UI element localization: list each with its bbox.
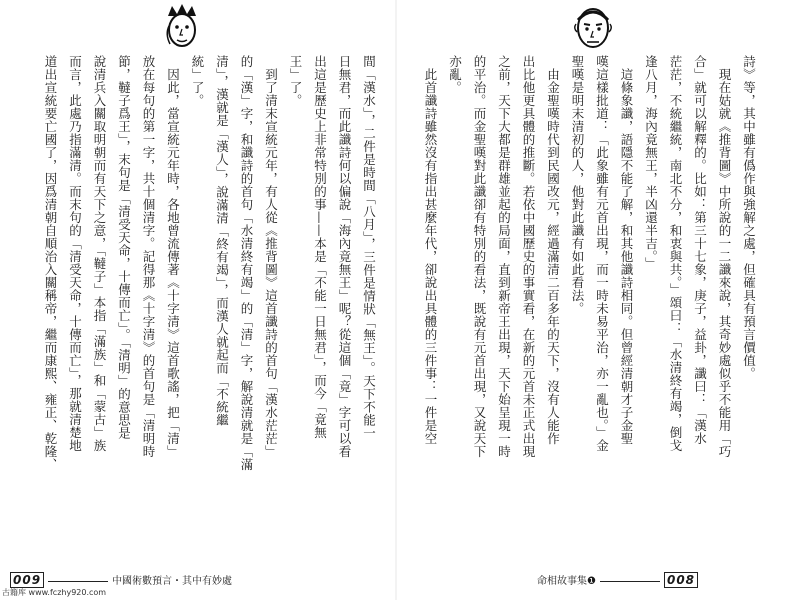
text-column: 說清兵入關取明朝而有天下之意，「韃子」本指「滿族」和「蒙古」族 bbox=[92, 55, 107, 452]
text-column: 間「漢水」，二件是時間「八月」，三件是情狀「無王」。天下不能一 bbox=[361, 55, 377, 440]
page-number: 009 bbox=[10, 572, 44, 588]
text-column: 出比他更具體的推斷。若依中國歷史的事實看，在新的元首未正式出現 bbox=[521, 55, 536, 458]
text-column: 到了清末宣統元年，有人從《推背圖》這首讖詩的首句「漢水茫茫」 bbox=[263, 55, 279, 458]
volume-mark: ❶ bbox=[587, 576, 596, 587]
left-footer bbox=[10, 572, 232, 588]
site-watermark: 古籍库 www.fczhy920.com bbox=[2, 588, 107, 597]
text-column: 此首讖詩雖然沒有指出甚麼年代，卻說出具體的三件事：一件是空 bbox=[423, 55, 438, 445]
page-number: 008 bbox=[664, 572, 698, 588]
text-column: 王」了。 bbox=[288, 55, 303, 107]
text-column: 亦亂。 bbox=[447, 55, 463, 94]
right-footer bbox=[537, 572, 698, 588]
text-column: 統」了。 bbox=[190, 55, 205, 107]
text-column: 節，韃子爲王」，末句是「清受天命，十傳而亡」。「清明」的意思是 bbox=[116, 55, 132, 440]
crowned-face-icon bbox=[158, 2, 206, 50]
text-column: 詩》等，其中雖有僞作與強解之處，但確具有預言價值。 bbox=[741, 55, 757, 380]
divider bbox=[48, 581, 108, 582]
divider bbox=[600, 581, 660, 582]
text-column: 的平治。而金聖嘆對此讖卻有特別的看法，既說有元首出現，又說天下 bbox=[472, 55, 487, 458]
text-column: 之前，天下大都是群雄並起的局面，直到新帝王出現，天下始呈現一時 bbox=[496, 55, 512, 458]
text-column: 道出宣統要亡國了，因爲清朝自順治入關稱帝，繼而康熙、雍正、乾隆、 bbox=[43, 55, 58, 471]
left-page bbox=[0, 0, 396, 600]
text-column: 由金聖嘆時代到民國改元，經過滿清二百多年的天下，沒有人能作 bbox=[545, 55, 561, 445]
text-column: 嘆這樣批道：「此象雖有元首出現，而一時未易平治，亦一亂也。」金 bbox=[594, 55, 610, 452]
bald-face-icon bbox=[567, 2, 619, 50]
text-column: 出這是歷史上非常特別的事——本是「不能一日無君」，而今「竟無 bbox=[312, 55, 328, 439]
text-column: 合」就可以解釋的。比如：第三十七象，庚子，益卦，讖曰：「漢水 bbox=[692, 55, 708, 445]
text-column: 日無君，而此讖詩何以偏說「海內竟無王」呢？從這個「竟」字可以看 bbox=[337, 55, 352, 458]
text-column: 逢八月，海內竟無王，半凶還半吉。」 bbox=[643, 55, 659, 270]
text-column: 茫茫，不統繼統，南北不分，和衷與共。」頌曰：「水清終有竭，倒戈 bbox=[668, 55, 683, 452]
text-column: 這條象讖，語隱不能了解，和其他讖詩相同。但曾經清朝才子金聖 bbox=[619, 55, 634, 445]
running-title: 中國術數預言・其中有妙處 bbox=[112, 576, 233, 587]
text-column: 因此，當宣統元年時，各地曾流傳著《十字清》這首歌謠，把「清」 bbox=[165, 55, 181, 458]
text-column: 而言，此處乃指滿清。而末句的「清受天命，十傳而亡」，那就清楚地 bbox=[67, 55, 83, 452]
series-title: 命相故事集 bbox=[537, 576, 587, 587]
text-column: 放在每句的第一字，共十個清字。記得那《十字清》的首句是「清明時 bbox=[141, 55, 156, 458]
text-column: 聖嘆是明末清初的人，他對此讖有如此看法。 bbox=[570, 55, 585, 315]
right-page bbox=[397, 0, 793, 600]
text-column: 清」，漢就是「漢人」，說滿清「終有竭」，而漢人就起而「不統繼 bbox=[214, 55, 230, 427]
text-column: 現在姑就《推背圖》中所說的一二讖來說，其奇妙處似乎不能用「巧 bbox=[717, 55, 732, 458]
text-column: 的「漢」字，和讖詩的首句「水清終有竭」的「清」字，解說清就是「滿 bbox=[239, 55, 254, 471]
